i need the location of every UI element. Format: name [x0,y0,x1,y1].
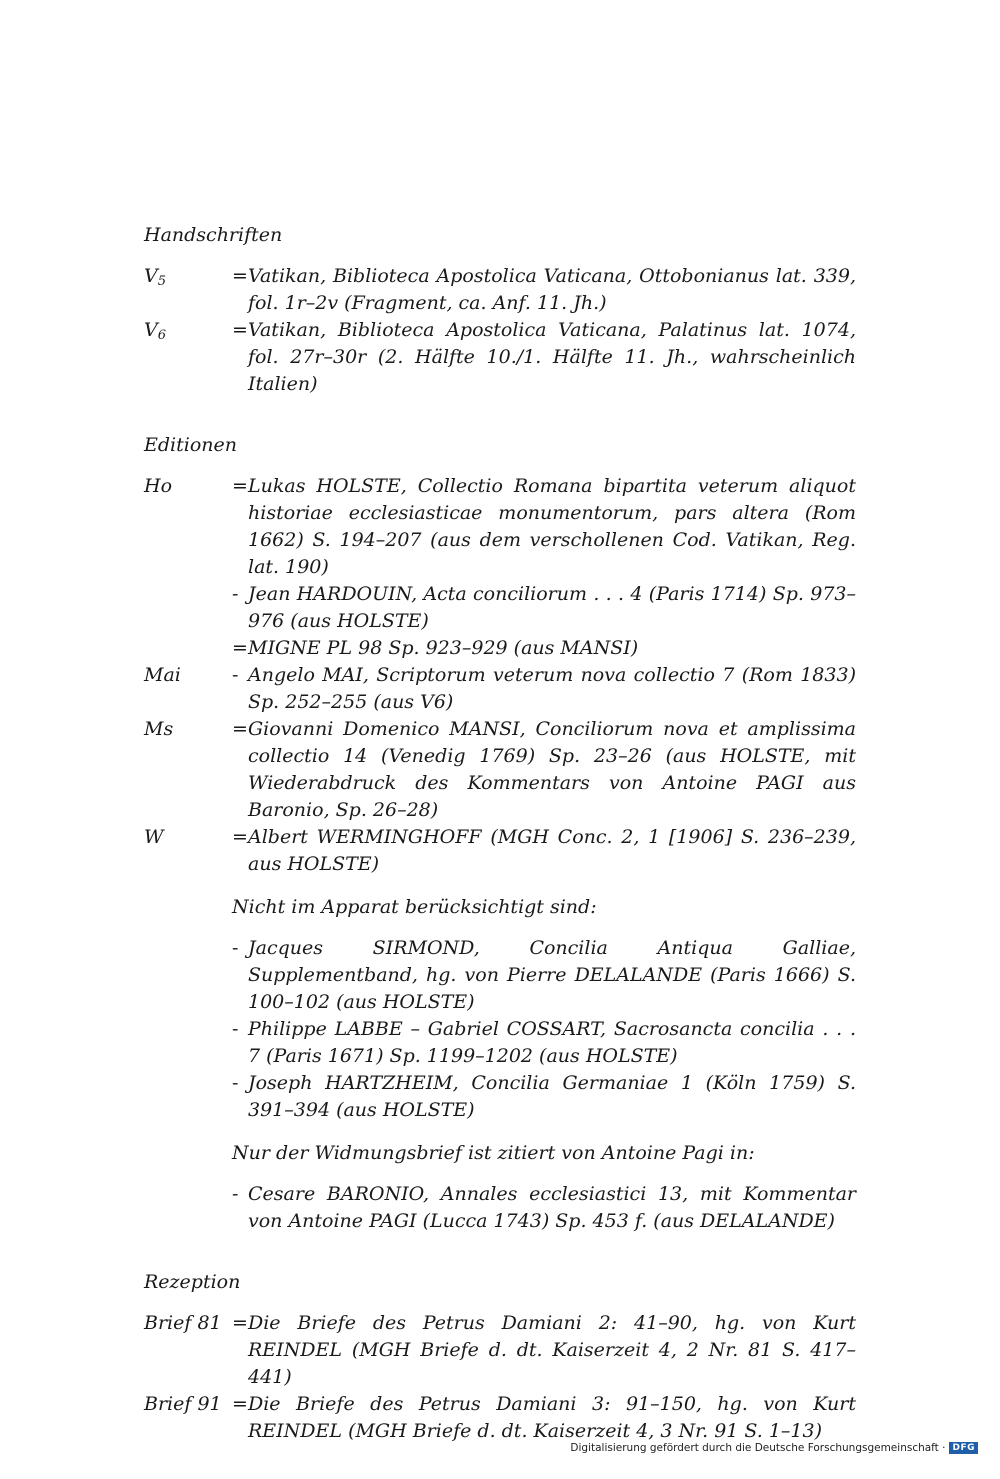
entry-text: Philippe LABBE – Gabriel COSSART, Sacrosancta concilia . . . 7 (Paris 1671) Sp. 1199–1202 (aus HOLSTE) [248,1018,856,1067]
entry-mark: = [232,826,248,848]
entry-row [144,1181,856,1235]
siglum [144,635,232,662]
siglum: Ho [144,475,173,497]
entry-mark: = [232,319,248,341]
siglum-blank [144,1070,232,1124]
entry-mark: = [232,718,248,740]
entry-row [144,716,856,824]
siglum: Ms [144,718,174,740]
entry-mark: - [232,1072,239,1094]
entry-mark: = [232,637,248,659]
entry-mark: = [232,265,248,287]
note-list [144,1181,856,1235]
entry-text: Vatikan, Biblioteca Apostolica Vaticana, Ottobonianus lat. 339, fol. 1r–2v (Fragment, ca. Anf. 11. Jh.) [248,265,856,314]
entry-row [144,473,856,581]
siglum-blank [144,1181,232,1235]
entry-row [144,635,856,662]
entry-mark: - [232,583,239,605]
entry-text: Lukas HOLSTE, Collectio Romana bipartita veterum aliquot historiae ecclesiasticae monumentorum, pars altera (Rom 1662) S. 194–207 (aus dem verschollenen Cod. Vatikan, Reg. lat. 190) [248,475,856,578]
siglum: $V_6$ [144,319,167,343]
entry-row [144,1391,856,1445]
entry-row [144,317,856,398]
entry-row [144,581,856,635]
section-heading: Handschriften [144,224,283,246]
siglum [144,581,232,635]
entry-mark: - [232,1018,239,1040]
siglum: Brief 91 [144,1393,222,1415]
entry-text: Albert WERMINGHOFF (MGH Conc. 2, 1 [1906] S. 236–239, aus HOLSTE) [248,826,856,875]
entry-mark: - [232,1183,239,1205]
note-list [144,935,856,1124]
section-handschriften [144,222,856,398]
entry-text: Cesare BARONIO, Annales ecclesiastici 13, mit Kommentar von Antoine PAGI (Lucca 1743) Sp. 453 f. (aus DELALANDE) [248,1183,856,1232]
entry-row [144,1070,856,1124]
siglum-blank [144,1016,232,1070]
entry-mark: - [232,937,239,959]
siglum-blank [144,935,232,1016]
siglum: $V_5$ [144,265,167,289]
entry-row [144,824,856,878]
section-heading: Editionen [144,434,237,456]
footer-text: Digitalisierung gefördert durch die Deutsche Forschungsgemeinschaft · [570,1442,946,1454]
entry-text: Vatikan, Biblioteca Apostolica Vaticana, Palatinus lat. 1074, fol. 27r–30r (2. Hälfte 10./1. Hälfte 11. Jh., wahrscheinlich Italien) [248,319,856,395]
siglum: Brief 81 [144,1312,222,1334]
entry-row [144,263,856,317]
entry-mark: = [232,1312,248,1334]
entry-text: Die Briefe des Petrus Damiani 3: 91–150, hg. von Kurt REINDEL (MGH Briefe d. dt. Kaiserzeit 4, 3 Nr. 91 S. 1–13) [248,1393,856,1442]
entry-row [144,935,856,1016]
entry-mark: - [232,664,239,686]
entry-text: Jean HARDOUIN, Acta conciliorum . . . 4 (Paris 1714) Sp. 973–976 (aus HOLSTE) [248,583,856,632]
funding-footer [570,1442,978,1454]
note-not-in-apparatus: Nicht im Apparat berücksichtigt sind: [232,896,597,918]
section-heading: Rezeption [144,1271,241,1293]
entry-mark: = [232,1393,248,1415]
section-editionen [144,432,856,1235]
entry-text: Joseph HARTZHEIM, Concilia Germaniae 1 (Köln 1759) S. 391–394 (aus HOLSTE) [248,1072,856,1121]
siglum: W [144,826,164,848]
entry-row [144,662,856,716]
entry-text: MIGNE PL 98 Sp. 923–929 (aus MANSI) [248,637,639,659]
siglum: Mai [144,664,181,686]
note-dedication-letter: Nur der Widmungsbrief ist zitiert von Antoine Pagi in: [232,1142,755,1164]
content [144,222,856,1479]
dfg-logo: DFG [949,1442,978,1454]
entry-row [144,1310,856,1391]
entry-text: Angelo MAI, Scriptorum veterum nova collectio 7 (Rom 1833) Sp. 252–255 (aus V6) [248,664,856,713]
entry-mark: = [232,475,248,497]
section-rezeption [144,1269,856,1445]
entry-text: Die Briefe des Petrus Damiani 2: 41–90, hg. von Kurt REINDEL (MGH Briefe d. dt. Kaiserzeit 4, 2 Nr. 81 S. 417–441) [248,1312,856,1388]
entry-row [144,1016,856,1070]
entry-text: Jacques SIRMOND, Concilia Antiqua Galliae, Supplementband, hg. von Pierre DELALANDE (Paris 1666) S. 100–102 (aus HOLSTE) [248,937,856,1013]
entry-text: Giovanni Domenico MANSI, Conciliorum nova et amplissima collectio 14 (Venedig 1769) Sp. 23–26 (aus HOLSTE, mit Wiederabdruck des Kommentars von Antoine PAGI aus Baronio, Sp. 26–28) [248,718,856,821]
